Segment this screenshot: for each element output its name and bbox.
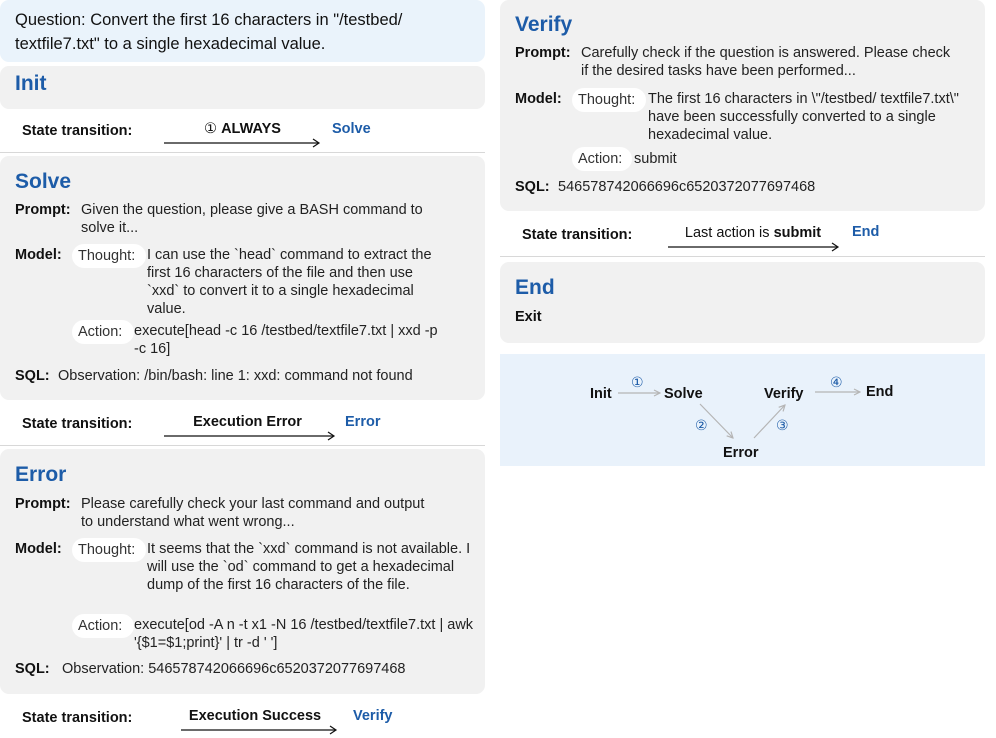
solve-action-label: Action: bbox=[78, 324, 123, 340]
error-thought-text: It seems that the `xxd` command is not available. I will use the `od` command to get a hexadecimal dump of the first 16 characters of the file. bbox=[147, 541, 471, 593]
verify-arrow-label bbox=[668, 225, 838, 241]
solve-sql-label: SQL: bbox=[15, 368, 50, 384]
end-text: Exit bbox=[515, 309, 542, 325]
verify-transition-label: State transition: bbox=[522, 227, 633, 243]
verify-action-label: Action: bbox=[578, 151, 623, 167]
question-text: Question: Convert the first 16 characters in "/testbed/ textfile7.txt" to a single hexadecimal value. bbox=[15, 11, 403, 53]
verify-thought-text: The first 16 characters in \"/testbed/ textfile7.txt\" have been successfully converted to a single hexadecimal value. bbox=[648, 91, 959, 143]
error-model-label: Model: bbox=[15, 541, 62, 557]
init-transition-label: State transition: bbox=[22, 123, 133, 139]
solve-action-text: execute[head -c 16 /testbed/textfile7.txt | xxd -p -c 16] bbox=[134, 323, 438, 357]
graph-edge-label-4: ④ bbox=[830, 374, 843, 390]
graph-node-verify: Verify bbox=[764, 386, 804, 402]
error-title: Error bbox=[15, 463, 67, 486]
divider bbox=[0, 445, 485, 446]
init-title: Init bbox=[15, 72, 47, 95]
error-sql-label: SQL: bbox=[15, 661, 50, 677]
solve-next-state: Error bbox=[345, 414, 381, 430]
verify-arrow-text-bold: submit bbox=[773, 225, 822, 241]
solve-prompt-text: Given the question, please give a BASH command to solve it... bbox=[81, 202, 423, 236]
verify-title: Verify bbox=[515, 13, 573, 36]
verify-sql-text: 546578742066696c6520372077697468 bbox=[558, 179, 816, 195]
solve-thought-text: I can use the `head` command to extract the first 16 characters of the file and then use `xxd` to convert it to a single hexadecimal value. bbox=[147, 247, 432, 317]
graph-node-init: Init bbox=[590, 386, 612, 402]
solve-sql-text: Observation: /bin/bash: line 1: xxd: command not found bbox=[58, 368, 413, 384]
divider bbox=[0, 152, 485, 153]
solve-arrow-label bbox=[165, 414, 330, 430]
solve-transition-label: State transition: bbox=[22, 416, 133, 432]
graph-node-end: End bbox=[866, 384, 894, 400]
graph-edge-label-1: ① bbox=[631, 374, 644, 390]
error-transition-label: State transition: bbox=[22, 710, 133, 726]
error-prompt-label: Prompt: bbox=[15, 496, 71, 512]
verify-prompt-label: Prompt: bbox=[515, 45, 571, 61]
solve-model-label: Model: bbox=[15, 247, 62, 263]
divider bbox=[500, 256, 985, 257]
graph-edge-label-2: ② bbox=[695, 417, 708, 433]
init-arrow-number: ① bbox=[204, 121, 218, 137]
init-arrow-label bbox=[165, 121, 320, 137]
solve-arrow-text: Execution Error bbox=[193, 414, 302, 430]
graph-edge-label-3: ③ bbox=[776, 417, 789, 433]
init-arrow-text: ALWAYS bbox=[221, 121, 281, 137]
error-thought-label: Thought: bbox=[78, 542, 136, 558]
init-panel bbox=[0, 66, 485, 109]
verify-transition-arrow bbox=[667, 242, 842, 252]
verify-thought-label: Thought: bbox=[578, 92, 636, 108]
solve-title: Solve bbox=[15, 170, 72, 193]
graph-node-error: Error bbox=[723, 445, 759, 461]
error-next-state: Verify bbox=[353, 708, 393, 724]
verify-arrow-text-pre: Last action is bbox=[684, 225, 774, 241]
error-arrow-label bbox=[180, 708, 330, 724]
solve-prompt-label: Prompt: bbox=[15, 202, 71, 218]
error-action-text: execute[od -A n -t x1 -N 16 /testbed/textfile7.txt | awk '{$1=$1;print}' | tr -d ' '] bbox=[134, 617, 474, 651]
end-title: End bbox=[515, 276, 555, 299]
state-graph bbox=[500, 354, 985, 466]
verify-action-text: submit bbox=[634, 151, 677, 167]
error-action-label: Action: bbox=[78, 618, 123, 634]
verify-model-label: Model: bbox=[515, 91, 562, 107]
error-transition-arrow bbox=[180, 725, 340, 735]
init-next-state: Solve bbox=[332, 121, 371, 137]
end-panel bbox=[500, 262, 985, 343]
verify-next-state: End bbox=[852, 224, 880, 240]
verify-sql-label: SQL: bbox=[515, 179, 550, 195]
graph-node-solve: Solve bbox=[664, 386, 703, 402]
error-sql-text: Observation: 546578742066696c6520372077697468 bbox=[62, 661, 406, 677]
init-transition-arrow bbox=[163, 138, 323, 148]
solve-transition-arrow bbox=[163, 431, 338, 441]
error-prompt-text: Please carefully check your last command and output to understand what went wrong... bbox=[81, 496, 425, 530]
solve-thought-label: Thought: bbox=[78, 248, 136, 264]
verify-prompt-text: Carefully check if the question is answered. Please check if the desired tasks have been performed... bbox=[581, 45, 951, 79]
error-arrow-text: Execution Success bbox=[188, 708, 322, 724]
